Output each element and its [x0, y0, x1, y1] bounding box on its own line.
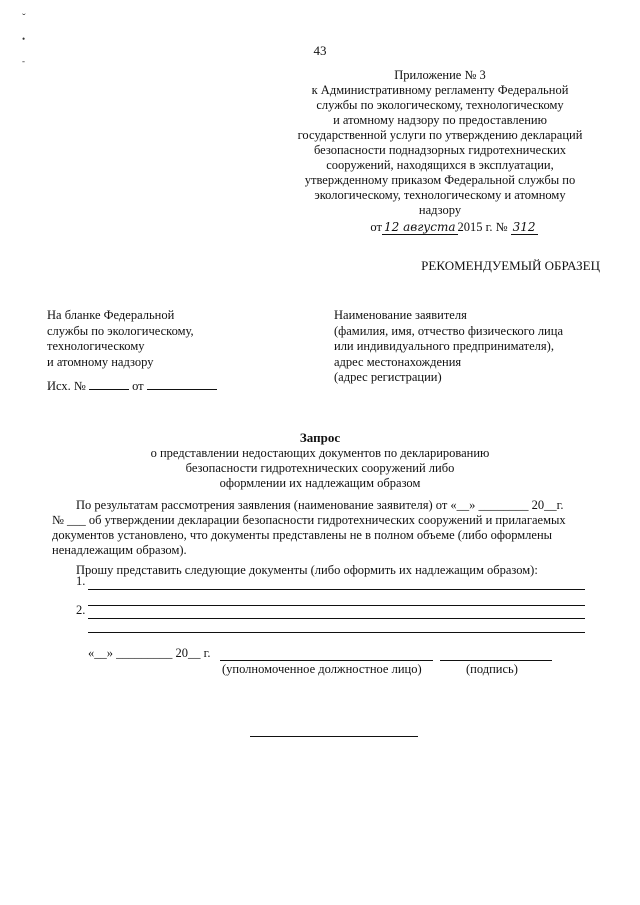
outgoing-date-blank — [147, 378, 217, 390]
handwritten-number: 312 — [512, 220, 536, 234]
outgoing-from-label: от — [132, 379, 144, 393]
appendix-line: безопасности поднадзорных гидротехнических — [313, 143, 567, 157]
item-rule — [88, 632, 585, 633]
paragraph-line: По результатам рассмотрения заявления (наименование заявителя) от «__» ________ 20__г. — [76, 498, 564, 512]
appendix-line: экологическому, технологическому и атомному — [314, 188, 566, 202]
applicant-line: Наименование заявителя — [334, 308, 467, 322]
request-subtitle — [0, 446, 640, 491]
letterhead-line: и атомному надзору — [47, 354, 154, 369]
paragraph-line: документов установлено, что документы представлены не в полном объеме (либо оформлены — [52, 528, 553, 542]
signature-date: «__» _________ 20__ г. — [88, 646, 211, 660]
applicant-line: или индивидуального предпринимателя), — [334, 339, 554, 353]
request-subtitle-line: безопасности гидротехнических сооружений либо — [185, 461, 455, 475]
applicant-block — [334, 308, 563, 386]
appendix-line: и атомному надзору по предоставлению — [333, 113, 547, 127]
appendix-line: надзору — [418, 203, 462, 217]
outgoing-label: Исх. № — [47, 379, 86, 393]
letterhead-line: технологическому — [47, 339, 145, 353]
official-rule — [220, 660, 433, 661]
signature-caption: (подпись) — [466, 662, 518, 676]
item-number: 1. — [76, 574, 86, 588]
outgoing-number-blank — [89, 378, 129, 390]
outgoing-number-line — [47, 378, 217, 394]
margin-mark: - — [22, 56, 25, 66]
body-paragraph — [52, 498, 596, 558]
request-title: Запрос — [299, 430, 341, 445]
item-rule — [88, 605, 585, 606]
item-number: 2. — [76, 603, 86, 617]
letterhead-line: На бланке Федеральной — [47, 308, 175, 322]
paragraph-line: № ___ об утверждении декларации безопасности гидротехнических сооружений и прилагаемых — [52, 513, 566, 527]
request-line: Прошу представить следующие документы (либо оформить их надлежащим образом): — [76, 563, 538, 577]
applicant-line: адрес местонахождения — [334, 354, 462, 369]
letterhead-block — [47, 308, 194, 370]
appendix-title: Приложение № 3 — [394, 68, 486, 82]
margin-mark: • — [22, 34, 26, 44]
appendix-header — [270, 68, 610, 235]
item-rule — [88, 589, 585, 590]
appendix-line: к Административному регламенту Федеральной — [311, 83, 569, 97]
handwritten-date: 12 августа — [383, 220, 456, 234]
margin-mark: ˇ — [22, 12, 26, 24]
date-prefix: от — [370, 220, 382, 234]
appendix-line: службы по экологическому, технологическому — [316, 98, 564, 112]
signature-row — [88, 646, 210, 661]
appendix-line: сооружений, находящихся в эксплуатации, — [326, 158, 554, 172]
appendix-date-line — [270, 220, 610, 235]
date-year: 2015 г. № — [457, 220, 508, 234]
applicant-line: (фамилия, имя, отчество физического лица — [334, 323, 563, 338]
request-subtitle-line: о представлении недостающих документов по декларированию — [150, 446, 490, 460]
page-number: 43 — [313, 43, 327, 58]
item-rule — [88, 618, 585, 619]
official-caption: (уполномоченное должностное лицо) — [222, 662, 422, 676]
closing-rule — [250, 736, 418, 737]
paragraph-line: ненадлежащим образом). — [52, 543, 187, 557]
letterhead-line: службы по экологическому, — [47, 323, 194, 338]
sample-label: РЕКОМЕНДУЕМЫЙ ОБРАЗЕЦ — [421, 258, 600, 273]
applicant-line: (адрес регистрации) — [334, 370, 442, 384]
appendix-line: государственной услуги по утверждению деклараций — [297, 128, 583, 142]
request-subtitle-line: оформлении их надлежащим образом — [219, 476, 421, 490]
signature-rule — [440, 660, 552, 661]
appendix-line: утвержденному приказом Федеральной службы по — [304, 173, 576, 187]
